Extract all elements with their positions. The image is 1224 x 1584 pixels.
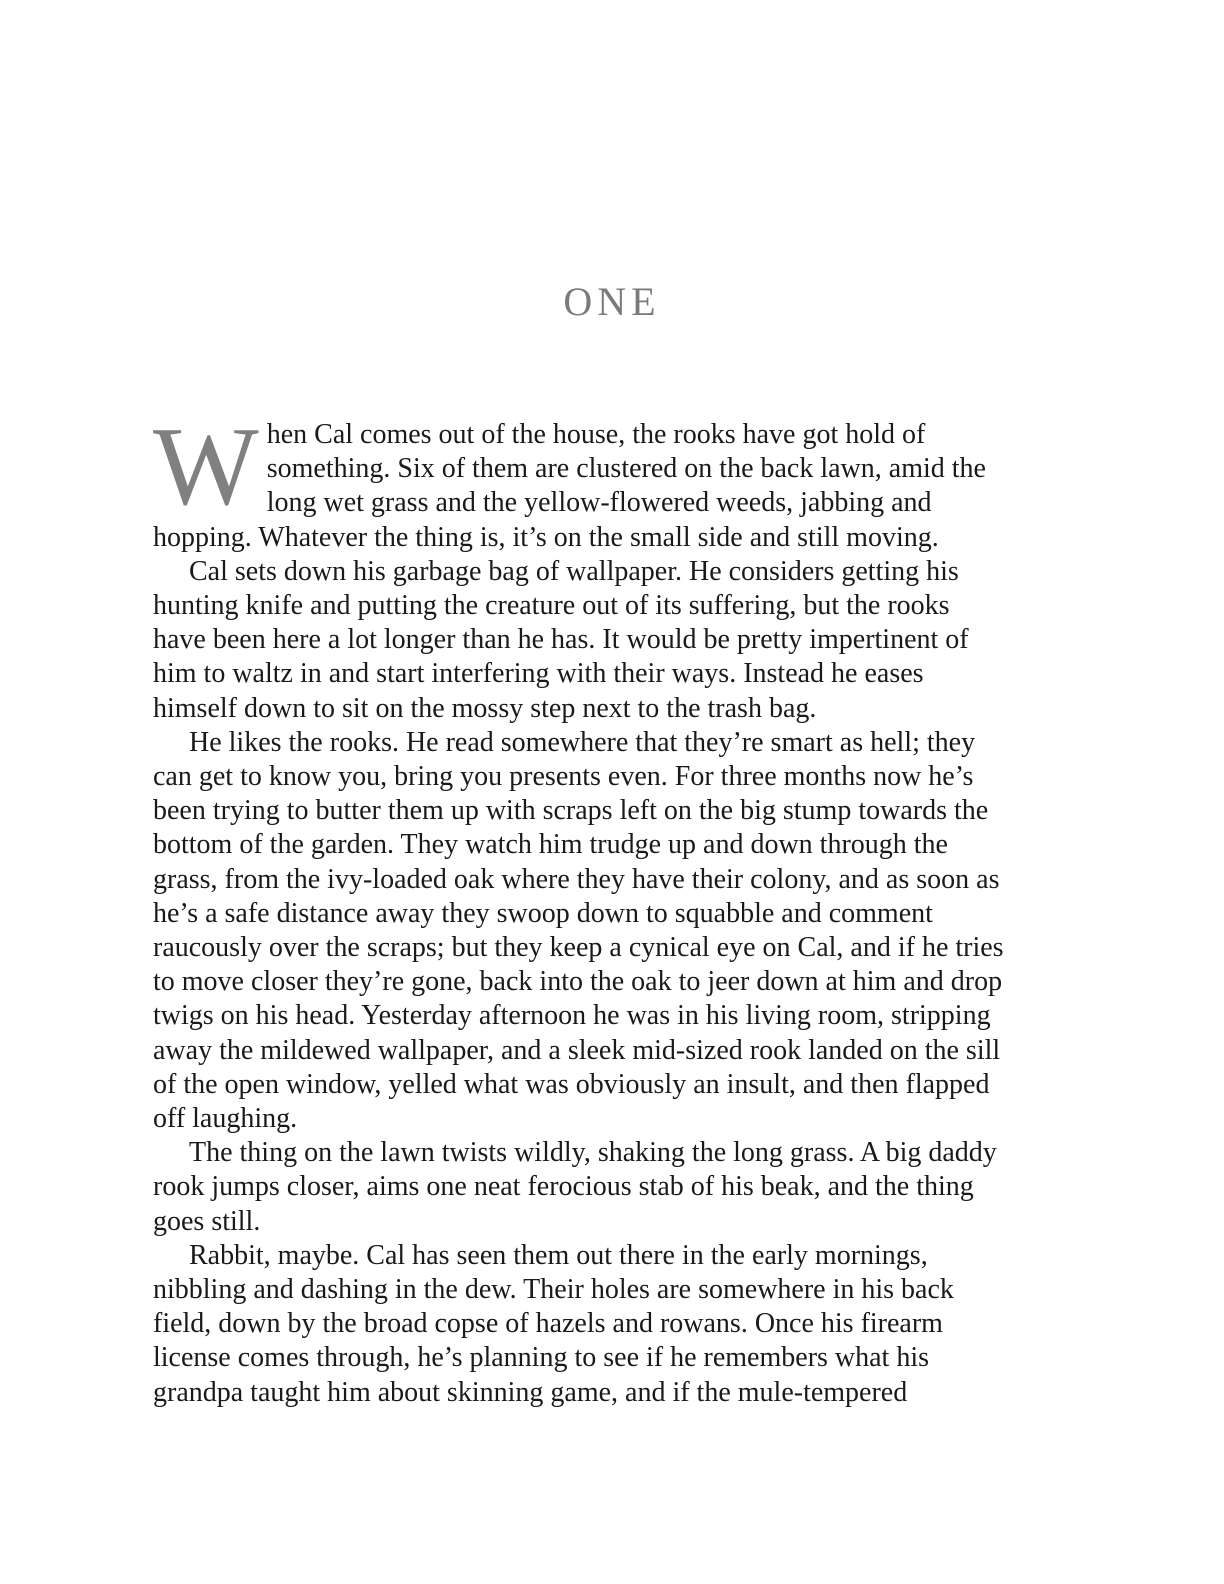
text-line: hen Cal comes out of the house, the rooks have got hold of [266, 419, 926, 450]
paragraph-3 [153, 726, 1063, 1136]
text-line: bottom of the garden. They watch him trudge up and down through the [153, 829, 948, 861]
paragraph-4 [153, 1136, 1063, 1239]
chapter-body [153, 405, 1063, 1410]
text-line: been trying to butter them up with scraps left on the big stump towards the [153, 795, 989, 827]
text-line: license comes through, he’s planning to see if he remembers what his [153, 1342, 930, 1374]
chapter-title: ONE [563, 279, 661, 324]
text-line: to move closer they’re gone, back into the oak to jeer down at him and drop [153, 966, 1003, 998]
text-line: grass, from the ivy-loaded oak where they have their colony, and as soon as [153, 863, 1000, 895]
text-line: he’s a safe distance away they swoop down to squabble and comment [153, 897, 933, 929]
text-line: something. Six of them are clustered on the back lawn, amid the [266, 453, 986, 485]
text-line: He likes the rooks. He read somewhere that they’re smart as hell; they [189, 726, 976, 758]
text-line: him to waltz in and start interfering with their ways. Instead he eases [153, 658, 924, 690]
text-line: long wet grass and the yellow-flowered weeds, jabbing and [266, 487, 932, 519]
text-line: hopping. Whatever the thing is, it’s on the small side and still moving. [153, 521, 939, 553]
text-line: Cal sets down his garbage bag of wallpaper. He considers getting his [189, 555, 959, 587]
text-line: of the open window, yelled what was obviously an insult, and then flapped [153, 1068, 990, 1100]
text-line: nibbling and dashing in the dew. Their holes are somewhere in his back [153, 1274, 954, 1306]
text-line: away the mildewed wallpaper, and a sleek mid-sized rook landed on the sill [153, 1034, 1001, 1066]
paragraph-1 [153, 405, 1063, 555]
text-line: field, down by the broad copse of hazels and rowans. Once his firearm [153, 1308, 943, 1340]
text-line: himself down to sit on the mossy step next to the trash bag. [153, 692, 817, 724]
text-line: raucously over the scraps; but they keep a cynical eye on Cal, and if he tries [153, 932, 1004, 964]
text-line: can get to know you, bring you presents even. For three months now he’s [153, 761, 974, 793]
drop-cap: W [153, 405, 259, 529]
text-line: hunting knife and putting the creature out of its suffering, but the rooks [153, 590, 950, 622]
text-line: twigs on his head. Yesterday afternoon he was in his living room, stripping [153, 1000, 991, 1032]
text-line: off laughing. [153, 1103, 298, 1135]
text-line: Rabbit, maybe. Cal has seen them out there in the early mornings, [189, 1239, 928, 1271]
text-line: grandpa taught him about skinning game, and if the mule-tempered [153, 1376, 908, 1408]
paragraph-2 [153, 555, 1063, 726]
text-line: have been here a lot longer than he has. It would be pretty impertinent of [153, 624, 969, 656]
text-line: goes still. [153, 1205, 261, 1237]
paragraph-5 [153, 1239, 1063, 1410]
text-line: rook jumps closer, aims one neat ferocious stab of his beak, and the thing [153, 1171, 974, 1203]
text-line: The thing on the lawn twists wildly, shaking the long grass. A big daddy [189, 1137, 997, 1169]
